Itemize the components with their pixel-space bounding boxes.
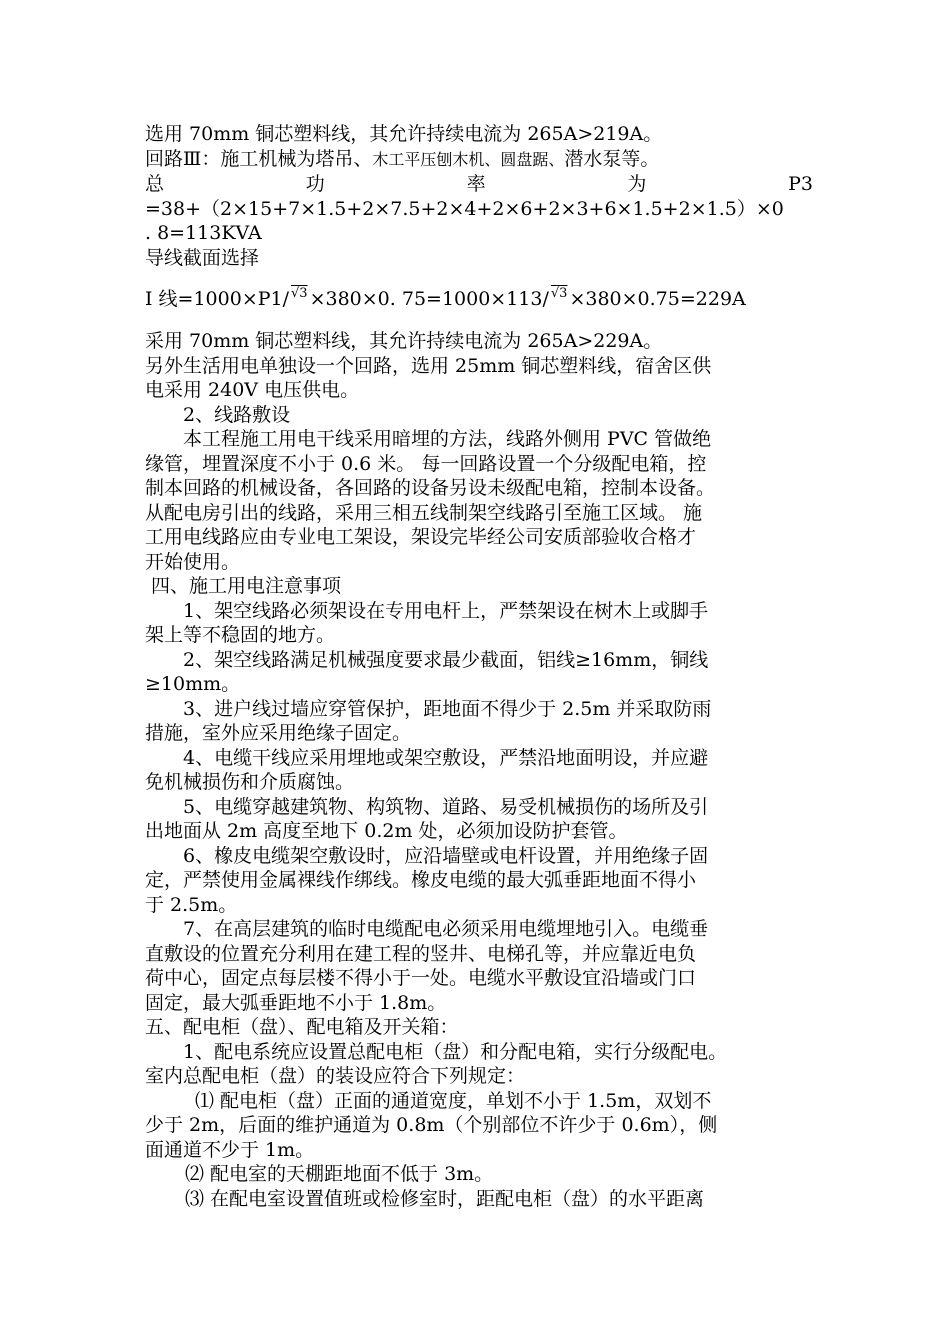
text-line: 室内总配电柜（盘）的装设应符合下列规定： [145,1065,526,1087]
text-line: 2、架空线路满足机械强度要求最少截面，铝线≥16mm，铜线 [183,648,709,671]
text-line: 回路Ⅲ：施工机械为塔吊、木工平压刨木机、圆盘踞、潜水泵等。 [145,147,660,170]
text-line: 导线截面选择 [145,246,260,269]
text-line: 从配电房引出的线路，采用三相五线制架空线路引至施工区域。 施 [145,501,703,524]
word: 总 [145,173,165,195]
text-line: 免机械损伤和介质腐蚀。 [145,771,355,793]
text-line: 4、电缆干线应采用埋地或架空敷设，严禁沿地面明设，并应避 [183,746,709,769]
text-line: 措施，室外应采用绝缘子固定。 [145,722,412,744]
text-line: 7、在高层建筑的临时电缆配电必须采用电缆埋地引入。电缆垂 [183,918,709,940]
text-line: 出地面从 2m 高度至地下 0.2m 处，必须加设防护套管。 [145,820,628,842]
text-line: 定，严禁使用金属裸线作绑线。橡皮电缆的最大弧垂距地面不得小 [145,869,697,891]
text-line: 5、电缆穿越建筑物、构筑物、道路、易受机械损伤的场所及引 [183,795,709,818]
text-line: ⑴ 配电柜（盘）正面的通道宽度，单划不小于 1.5m，双划不 [195,1089,712,1112]
sqrt-symbol: √3 [550,286,568,301]
text-line: =38+（2×15+7×1.5+2×7.5+2×4+2×6+2×3+6×1.5+2×1.5）×0 [145,197,784,220]
total-power-line [145,172,813,197]
section-heading: 四、施工用电注意事项 [151,575,342,597]
text-line: 3、进户线过墙应穿管保护，距地面不得少于 2.5m 并采取防雨 [183,697,712,720]
text-line: ⑶ 在配电室设置值班或检修室时，距配电柜（盘）的水平距离 [185,1187,705,1210]
word: 率 [466,173,486,195]
text-line: 缘管，埋置深度不小于 0.6 米。 每一回路设置一个分级配电箱，控 [145,452,707,475]
text-line: 固定，最大弧垂距地不小于 1.8m。 [145,991,447,1014]
text-line: ⑵ 配电室的天棚距地面不低于 3m。 [185,1163,494,1185]
text-line: 电采用 240V 电压供电。 [145,379,360,401]
section-heading: 五、配电柜（盘）、配电箱及开关箱： [145,1016,459,1038]
text-line: 荷中心，固定点每层楼不得小于一处。电缆水平敷设宜沿墙或门口 [145,967,697,989]
sqrt-symbol: √3 [291,286,308,301]
section-heading: 2、线路敷设 [183,403,291,426]
text-line: 架上等不稳固的地方。 [145,624,336,646]
text-line: 另外生活用电单独设一个回路，选用 25mm 铜芯塑料线，宿舍区供 [145,354,712,377]
text-line: ≥10mm。 [145,673,241,695]
text-line: 直敷设的位置充分利用在建工程的竖井、电梯孔等，并应靠近电负 [145,942,697,965]
text-line: . 8=113KVA [145,222,262,244]
text-line: 工用电线路应由专业电工架设，架设完毕经公司安质部验收合格才 [145,526,697,548]
text-line: 开始使用。 [145,550,241,573]
text-line: 选用 70mm 铜芯塑料线，其允许持续电流为 265A>219A。 [145,123,663,145]
word: 功 [305,173,325,195]
text-line: 采用 70mm 铜芯塑料线，其允许持续电流为 265A>229A。 [145,330,663,352]
text-line: 制本回路的机械设备，各回路的设备另设未级配电箱，控制本设备。 [145,477,716,499]
text-line: 1、架空线路必须架设在专用电杆上，严禁架设在树木上或脚手 [183,599,709,622]
current-formula: I 线=1000×P1/ $^{√3}$ ×380×0. 75=1000×113/ $^{√3}$ ×380×0.75=229A [145,286,746,310]
text-line: 6、橡皮电缆架空敷设时，应沿墙壁或电杆设置，并用绝缘子固 [183,844,709,867]
text-line: 面通道不少于 1m。 [145,1138,315,1161]
text-line: 本工程施工用电干线采用暗埋的方法，线路外侧用 PVC 管做绝 [183,428,712,450]
text-line: 1、配电系统应设置总配电柜（盘）和分配电箱，实行分级配电。 [183,1040,728,1063]
text-line: 于 2.5m。 [145,893,238,916]
document-page [145,122,813,1211]
text-line: 少于 2m，后面的维护通道为 0.8m（个别部位不许少于 0.6m），侧 [145,1114,718,1136]
word: P3 [788,173,813,195]
word: 为 [627,173,647,195]
